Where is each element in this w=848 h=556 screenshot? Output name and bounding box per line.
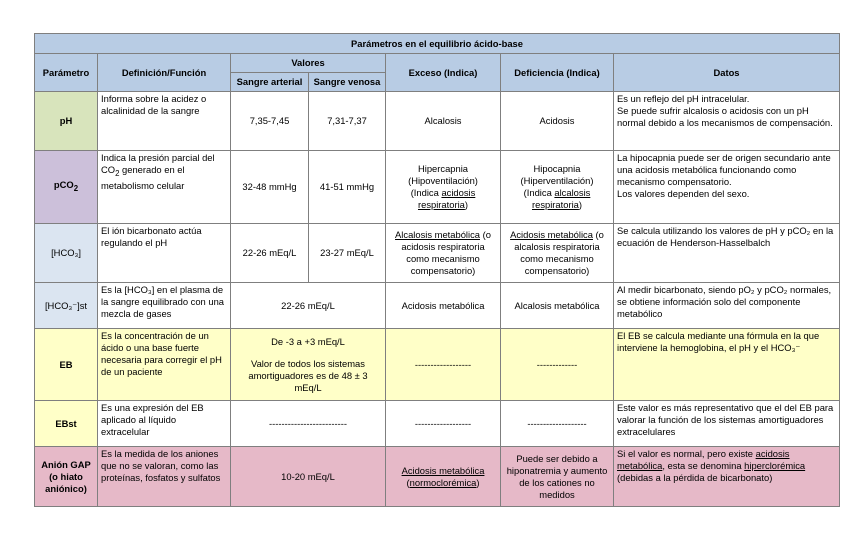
valores-ebst: -------------------------: [231, 401, 386, 447]
param-ebst: EBst: [35, 401, 98, 447]
param-hco3st: [HCO₃⁻]st: [35, 283, 98, 329]
param-pco2: [35, 151, 98, 224]
datos-gap-u1: acidosis metabólica: [617, 448, 790, 471]
exceso-ebst: ------------------: [386, 401, 501, 447]
def-ebst: Es una expresión del EB aplicado al líquido extracelular: [98, 401, 231, 447]
exceso-pco2-a: Hipercapnia: [417, 163, 469, 174]
def-gap: Es la medida de los aniones que no se valoran, como las proteínas, fosfatos y sulfatos: [98, 447, 231, 507]
table-row-ebst: [35, 401, 840, 447]
def-ph: Informa sobre la acidez o alcalinidad de la sangre: [98, 92, 231, 151]
def-eb: Es la concentración de un ácido o una base fuerte necesaria para corregir el pH de un paciente: [98, 329, 231, 401]
exceso-pco2-u: acidosis respiratoria: [417, 187, 476, 210]
valores-eb: [231, 329, 386, 401]
def-hco3st: Es la [HCO₃] en el plasma de la sangre equilibrado con una mezcla de gases: [98, 283, 231, 329]
deficiencia-hco3-rest: (o alcalosis respiratoria como mecanismo compensatorio): [514, 229, 604, 276]
exceso-pco2-b: (Hipoventilación): [408, 175, 478, 186]
deficiencia-hco3: [501, 224, 614, 283]
header-datos: Datos: [614, 54, 840, 92]
table-row-pco2: [35, 151, 840, 224]
valores-eb-b: Valor de todos los sistemas amortiguadores es de 48 ± 3 mEq/L: [248, 357, 368, 393]
exceso-pco2-c: (Indica: [410, 187, 442, 198]
exceso-gap-wrap: (normoclorémica): [406, 476, 480, 488]
deficiencia-pco2-b: (Hiperventilación): [520, 175, 594, 186]
arterial-ph: 7,35-7,45: [231, 92, 309, 151]
arterial-hco3: 22-26 mEq/L: [231, 224, 309, 283]
exceso-pco2-c-wrap: [389, 187, 497, 211]
deficiencia-hco3st: Alcalosis metabólica: [501, 283, 614, 329]
def-pco2: [98, 151, 231, 224]
def-pco2-b: generado en el metabolismo celular: [101, 164, 185, 191]
header-deficiencia: Deficiencia (Indica): [501, 54, 614, 92]
header-exceso: Exceso (Indica): [386, 54, 501, 92]
acid-base-table: [34, 33, 840, 507]
datos-pco2: La hipocapnia puede ser de origen secundario ante una acidosis metabólica funcionando como mecanismo compensatorio. Los valores dependen del sexo.: [614, 151, 840, 224]
param-pco2-main: pCO: [53, 179, 74, 191]
datos-eb: El EB se calcula mediante una fórmula en la que interviene la hemoglobina, el pH y el HCO₃⁻: [614, 329, 840, 401]
deficiencia-hco3-u: Acidosis metabólica: [510, 229, 593, 240]
datos-gap: [614, 447, 840, 507]
venosa-pco2: 41-51 mmHg: [309, 151, 386, 224]
deficiencia-pco2-c-wrap: [504, 187, 610, 211]
table-row-eb: [35, 329, 840, 401]
exceso-hco3-rest: (o acidosis respiratoria como mecanismo compensatorio): [401, 229, 491, 276]
param-ph: pH: [35, 92, 98, 151]
deficiencia-ph: Acidosis: [501, 92, 614, 151]
table-row-gap: [35, 447, 840, 507]
valores-eb-a: De -3 a +3 mEq/L: [271, 335, 345, 347]
datos-gap-b: , esta se denomina: [662, 460, 745, 471]
venosa-ph: 7,31-7,37: [309, 92, 386, 151]
datos-hco3st: Al medir bicarbonato, siendo pO₂ y pCO₂ normales, se obtiene información solo del componente metabólico: [614, 283, 840, 329]
param-pco2-sub: 2: [73, 183, 79, 193]
header-arterial: Sangre arterial: [231, 73, 309, 92]
venosa-hco3: 23-27 mEq/L: [309, 224, 386, 283]
exceso-gap-u2: normoclorémica: [409, 476, 477, 488]
header-definicion: Definición/Función: [98, 54, 231, 92]
deficiencia-pco2-u: alcalosis respiratoria: [531, 187, 591, 210]
exceso-gap: [386, 447, 501, 507]
def-pco2-sub: 2: [115, 168, 120, 178]
deficiencia-pco2: [501, 151, 614, 224]
deficiencia-pco2-d: ): [578, 199, 583, 210]
def-hco3: El ión bicarbonato actúa regulando el pH: [98, 224, 231, 283]
datos-ph: Es un reflejo del pH intracelular. Se puede sufrir alcalosis o acidosis con un pH normal debido a los mecanismos de compensación.: [614, 92, 840, 151]
exceso-hco3-u: Alcalosis metabólica: [395, 229, 480, 240]
header-parametro: Parámetro: [35, 54, 98, 92]
deficiencia-ebst: -------------------: [501, 401, 614, 447]
param-eb: EB: [35, 329, 98, 401]
datos-gap-u2: hiperclorémica: [744, 460, 806, 471]
param-hco3: [HCO₃]: [35, 224, 98, 283]
exceso-hco3: [386, 224, 501, 283]
header-valores: Valores: [231, 54, 386, 73]
table-title: Parámetros en el equilibrio ácido-base: [35, 34, 840, 54]
param-gap: Anión GAP (o hiato aniónico): [35, 447, 98, 507]
valores-gap: 10-20 mEq/L: [231, 447, 386, 507]
deficiencia-pco2-a: Hipocapnia: [533, 163, 581, 174]
datos-gap-c: (debidas a la pérdida de bicarbonato): [617, 472, 773, 483]
datos-ebst: Este valor es más representativo que el del EB para valorar la función de los sistemas amortiguadores extracelulares: [614, 401, 840, 447]
deficiencia-eb: -------------: [501, 329, 614, 401]
exceso-pco2-d: ): [464, 199, 469, 210]
exceso-eb: ------------------: [386, 329, 501, 401]
exceso-gap-u1: Acidosis metabólica: [401, 464, 485, 476]
spacer: [234, 348, 382, 358]
exceso-pco2: [386, 151, 501, 224]
deficiencia-gap: Puede ser debido a hiponatremia y aumento de los cationes no medidos: [501, 447, 614, 507]
exceso-ph: Alcalosis: [386, 92, 501, 151]
valores-hco3st: 22-26 mEq/L: [231, 283, 386, 329]
table-row-hco3: [35, 224, 840, 283]
datos-hco3: Se calcula utilizando los valores de pH y pCO₂ en la ecuación de Henderson-Hasselbalch: [614, 224, 840, 283]
deficiencia-pco2-c: (Indica: [523, 187, 555, 198]
def-pco2-a: Indica la presión parcial del CO: [101, 152, 215, 175]
datos-gap-a: Si el valor es normal, pero existe: [617, 448, 756, 459]
header-venosa: Sangre venosa: [309, 73, 386, 92]
table-row-hco3st: [35, 283, 840, 329]
exceso-hco3st: Acidosis metabólica: [386, 283, 501, 329]
table-row-ph: [35, 92, 840, 151]
arterial-pco2: 32-48 mmHg: [231, 151, 309, 224]
